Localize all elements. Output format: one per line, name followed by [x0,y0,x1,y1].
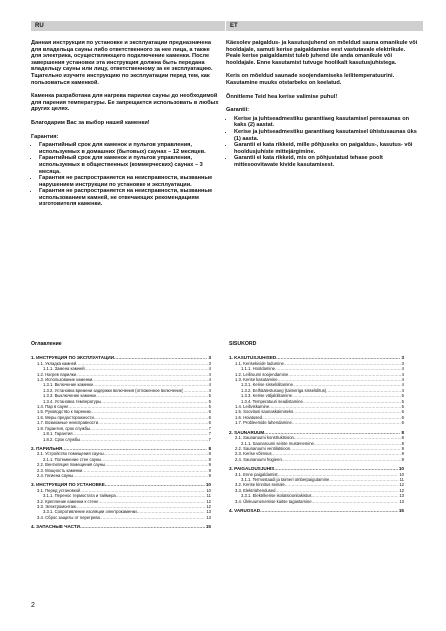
et-purpose-paragraph: Keris on mõeldud saunade soojendamiseks leilitemperatuurini. Kasutamine muuks otstarbeks on keelatud. [226,73,395,86]
toc-entry-title: 1.3. Использование каменки [37,377,93,383]
toc-entry-title: 2.1. Устройство помещения сауны [37,451,104,457]
toc-entry-title: 3.1.1. Перенос термостата и таймера [43,493,116,499]
toc-entry-title: 3.3.1. Сопротивление изоляции электрокаменки [43,509,137,515]
toc-entry-page: 13 [399,493,404,499]
toc-entry-title: 1.3.2. Eelhäälestusaeg (taimeriga sisselülitus) [241,387,327,393]
toc-entry-page: 7 [208,431,211,437]
toc-entry-title: 2.4. Saunaruumi hügieen [235,456,282,462]
toc-entry-page: 4 [208,382,211,388]
toc-entry-title: 3. ИНСТРУКЦИЯ ПО УСТАНОВКЕ [31,482,105,488]
toc-entry-page: 4 [208,366,211,372]
toc-entry-title: 1.3. Kerise kasutamine [235,377,278,383]
toc-entry-page: 13 [206,509,211,515]
toc-entry-page: 3 [401,355,404,361]
toc-entry-page: 10 [399,471,404,477]
toc-entry [229,420,404,425]
et-warranty-title: Garantii: [226,107,250,114]
toc-entry-page: 3 [208,355,211,361]
toc-entry-page: 5 [401,398,404,404]
toc-entry-title: 1.7. Возможные неисправности [37,420,99,426]
page-number: 2 [31,602,35,609]
toc-entry-page: 12 [399,487,404,493]
toc-entry-title: 1.8. Гарантия, срок службы [37,425,91,431]
toc-entry-page: 9 [208,472,211,478]
et-toc-list [229,355,404,513]
toc-entry-page: 6 [401,414,404,420]
ru-warranty-item: • Гарантия не распространяется на неисправности, вызванные нарушением инструкции по установке и эксплуатации. [39,175,221,188]
toc-dot-leader [292,420,401,425]
toc-entry-title: 2. SAUNARUUM [229,429,265,435]
toc-entry-page: 7 [208,436,211,442]
language-tag-ru: RU [31,21,225,31]
toc-entry-page: 4 [401,382,404,388]
ru-warranty-list [31,142,221,208]
toc-entry-page: 6 [208,420,211,426]
toc-entry-page: 9 [401,456,404,462]
toc-entry-page: 13 [399,498,404,504]
toc-entry-title: 1.3.3. Kerise väljalülitamine [241,393,292,399]
toc-entry-title: 1.5. Soovitusi saunaskäimiseks [235,409,294,415]
toc-entry-title: 2.2. Вентиляция помещения сауны [37,462,106,468]
toc-entry-title: 1.3.1. Kerise sisselülitamine [241,382,293,388]
toc-entry-page: 11 [399,476,404,482]
toc-entry-page: 15 [205,524,211,530]
toc-entry-page: 6 [401,409,404,415]
toc-entry-title: 1.3.4. Temperatuuri seadistamine [241,398,303,404]
toc-entry-title: 2.1.1. Saunaruumi seinte mustenemine [241,440,314,446]
toc-entry-page: 8 [208,451,211,457]
et-warranty-item: • Kerise ja juhtseadmestiku garantiiaeg kasutamisel peresaunas on kaks (2) aastat. [234,116,419,129]
toc-entry-title: 3.3. Электромонтаж [37,503,76,509]
toc-entry-title: 1.1.1. Замена камней [43,366,85,372]
toc-entry-title: 1.7. Probleemide lahendamine [235,420,292,426]
toc-entry-title: 1. KASUTUSJUHISED [229,355,277,361]
toc-entry-page: 4 [208,387,211,393]
toc-entry-page: 6 [208,409,211,415]
toc-entry-page: 3 [401,360,404,366]
toc-entry-title: 2. ПАРИЛЬНЯ [31,445,63,451]
toc-entry-page: 5 [208,393,211,399]
toc-entry-title: 3.1. Enne paigaldamist [235,471,278,477]
et-toc-title: SISUKORD [229,341,257,347]
toc-entry-title: 4. VARUOSAD [229,507,261,513]
ru-toc-list [31,355,211,529]
toc-entry-title: 1. ИНСТРУКЦИЯ ПО ЭКСПЛУАТАЦИИ [31,355,115,361]
ru-warranty-item: • Гарантия не распространяется на неисправности, вызванные использованием камней, не отвечающих рекомендациям изготовителя каменки. [39,188,221,208]
toc-entry-title: 1.8.2. Срок службы [43,436,81,442]
toc-entry-title: 2.1. Saunaruumi konstruktsioon [235,435,294,441]
toc-entry-title: 1.6. Hoiatused [235,414,263,420]
toc-entry-title: 1.2. Нагрев парилки [37,371,76,377]
toc-dot-leader [100,515,205,520]
toc-entry-page: 9 [401,445,404,451]
ru-purpose-paragraph: Каменка разработана для нагрева парилки сауны до необходимой для парения температуры. Ее запрещается использовать в любых других целях. [31,93,219,113]
toc-dot-leader [73,473,207,478]
toc-entry-page: 8 [208,456,211,462]
toc-entry-title: 3.3.1. Elektrikerise isolatsioonitakistus [241,493,312,499]
et-warranty-item: • Kerise ja juhtseadmestiku garantiiaeg kasutamisel ühistusaunas üks (1) aasta. [234,129,419,142]
toc-entry [31,473,211,478]
et-warranty-item: • Garantii ei kata rikkeid, mille põhjuseks on paigaldus-, kasutus- või hooldusjuhiste mittejärgimine. [234,142,419,155]
et-table-of-contents [229,342,404,513]
toc-entry-title: 1.5. Руководство к парению [37,409,91,415]
toc-entry-page: 5 [208,404,211,410]
toc-entry-title: 1.3.2. Установка времени задержки включения (отложенное включение) [43,387,184,393]
toc-entry-title: 2.3. Мощность каменки [37,467,83,473]
toc-entry-page: 12 [399,482,404,488]
toc-entry-page: 5 [401,393,404,399]
toc-entry-title: 3.1.1. Termostaadi ja taimeri ümberpaigutamine [241,476,330,482]
et-warranty-list [226,116,419,169]
toc-entry-page: 8 [401,429,404,435]
toc-dot-leader [80,524,205,529]
toc-entry [229,457,404,462]
toc-entry-title: 2.2. Saunaruumi ventilatsioon [235,445,291,451]
ru-intro-paragraph: Данная инструкция по установке и эксплуатации предназначена для владельца сауны либо ответственного за нее лица, а также для электрика, осуществляющего подключение каменки. После завершения установки эта инструкция должна быть передана владельцу сауны или лицу, ответственному за ее эксплуатацию. Тщательно изучите инструкцию по эксплуатации перед тем, как пользоваться каменкой. [31,40,213,86]
toc-entry-page: 4 [208,371,211,377]
toc-entry-page: 15 [398,507,404,513]
toc-entry-title: 1.4. Пар в сауне [37,404,69,410]
toc-entry-title: 1.8.1. Гарантия [43,431,73,437]
ru-table-of-contents [31,342,211,530]
toc-entry-page: 7 [208,425,211,431]
et-warranty-item: • Garantii ei kata rikkeid, mis on põhjustatud tehase poolt mittesoovitavate kivide kasutamisest. [234,155,419,168]
toc-entry-page: 11 [206,493,211,499]
toc-entry-title: 3.2. Крепление каменки к стене [37,498,99,504]
toc-entry-page: 4 [401,366,404,372]
toc-entry-title: 1.3.1. Включение каменки [43,382,94,388]
toc-entry-page: 9 [208,467,211,473]
toc-entry-title: 3.4. Сброс защиты от перегрева [37,514,100,520]
toc-entry [31,515,211,520]
toc-entry-page: 5 [401,404,404,410]
toc-entry-page: 4 [208,377,211,383]
toc-entry-page: 5 [208,398,211,404]
toc-entry [229,508,404,513]
toc-entry-title: 1.1. Kerisekivide ladumine [235,360,284,366]
toc-entry-page: 10 [205,482,211,488]
toc-entry-title: 3. PAIGALDUSJUHIS [229,466,275,472]
toc-entry-page: 12 [206,503,211,509]
toc-entry-page: 8 [401,435,404,441]
toc-entry-page: 10 [398,466,404,472]
toc-entry-page: 10 [206,487,211,493]
toc-entry-title: 1.3.3. Выключение каменки [43,393,97,399]
ru-warranty-item: • Гарантийный срок для каменок и пультов управления, используемых в домашних (бытовых) саунах – 12 месяцев. [39,142,221,155]
et-thanks-paragraph: Õnnitleme Teid hea kerise valimise puhul! [226,93,338,100]
toc-entry-title: 4. ЗАПАСНЫЕ ЧАСТИ [31,524,80,530]
toc-entry-title: 2.1.1. Потемнение стен сауны [43,456,102,462]
toc-entry-page: 6 [401,420,404,426]
toc-entry-title: 3.2. Kerise kinnitus seinale [235,482,285,488]
toc-entry-page: 6 [208,414,211,420]
toc-entry-title: 1.1.1. Hooldamine [241,366,275,372]
toc-entry [31,437,211,442]
toc-dot-leader [260,508,398,513]
toc-entry-title: 3.4. Ülekuumenemise kaitse tagastamine [235,498,312,504]
toc-entry-page: 13 [206,514,211,520]
toc-entry-title: 3.1. Перед установкой [37,487,81,493]
toc-entry-page: 3 [208,360,211,366]
toc-entry-page: 4 [401,371,404,377]
toc-entry-title: 1.1. Укладка камней [37,360,77,366]
toc-entry-page: 8 [208,445,211,451]
toc-entry-title: 1.4. Leiliviskamine [235,404,270,410]
toc-dot-leader [282,457,401,462]
ru-warranty-title: Гарантия: [31,133,59,140]
toc-entry-page: 12 [206,498,211,504]
ru-thanks-paragraph: Благодарим Вас за выбор нашей каменки! [31,119,150,126]
ru-column [31,14,221,208]
toc-entry [31,524,211,529]
language-tag-et: ET [226,21,423,31]
toc-entry [229,499,404,504]
toc-entry-title: 2.4. Гигиена сауны [37,472,74,478]
toc-entry-page: 9 [401,451,404,457]
toc-entry-page: 9 [208,462,211,468]
toc-entry-title: 2.3. Kerise võimsus [235,451,272,457]
toc-entry-page: 4 [401,387,404,393]
toc-dot-leader [80,437,207,442]
toc-entry-title: 1.3.4. Установка температуры [43,398,102,404]
toc-entry-title: 3.3. Elektriühendused [235,487,276,493]
toc-entry-title: 1.2. Leiliruumi soojendamine [235,371,289,377]
toc-entry-title: 1.6. Меры предосторожности [37,414,94,420]
toc-entry-page: 8 [401,440,404,446]
et-column [226,14,419,169]
ru-warranty-item: • Гарантийный срок для каменок и пультов управления, используемых в общественных (коммерческих) саунах – 3 месяца. [39,155,221,175]
toc-entry-page: 4 [401,377,404,383]
ru-toc-title: Оглавление [31,341,62,347]
et-intro-paragraph: Käesolev paigaldus- ja kasutusjuhend on mõeldud sauna omanikule või hooldajale, samuti kerise paigaldamise eest vastutavale elektrikule. Peale kerise paigaldamist tuleb juhend üle anda omanikule või hooldajale. Enne kasutamist tutvuge hoolikalt kasutusjuhistega. [226,40,418,66]
toc-dot-leader [312,499,399,504]
